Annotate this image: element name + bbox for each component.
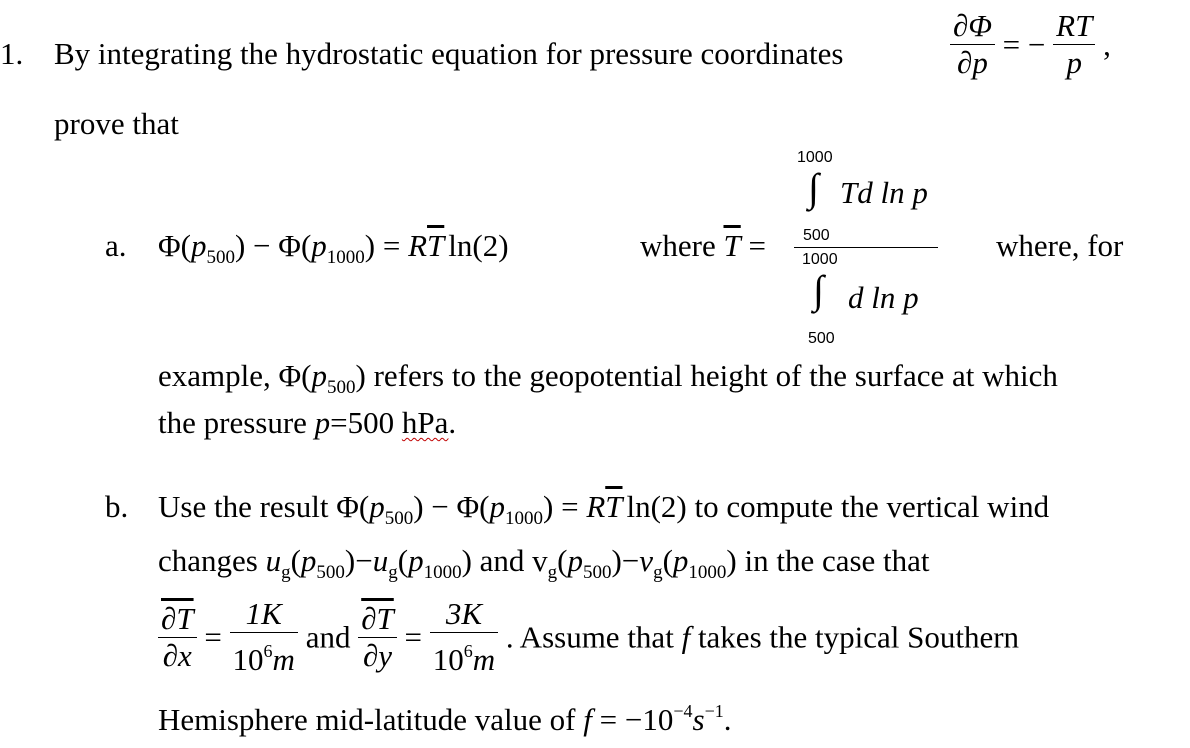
period: . xyxy=(723,702,732,737)
three-k: 3K xyxy=(445,596,483,631)
hydrostatic-equation xyxy=(950,8,1111,81)
sub-500: 500 xyxy=(384,508,414,529)
rt-over-p-fraction xyxy=(1053,8,1095,81)
intro-text: By integrating the hydrostatic equation for pressure coordinates xyxy=(54,36,844,71)
changes-text: changes xyxy=(158,543,258,578)
integral-sign: ∫ xyxy=(813,267,824,312)
sub-g: g xyxy=(388,562,398,583)
part-b-line3 xyxy=(158,596,1019,678)
equals-minus: = − xyxy=(1002,27,1046,62)
exp-neg-1: −1 xyxy=(704,701,724,721)
dt: ∂T xyxy=(161,600,194,636)
equals: = xyxy=(404,619,422,655)
dy: ∂y xyxy=(362,637,393,673)
sub-1000: 1000 xyxy=(423,562,462,583)
part-b-line1 xyxy=(158,491,1049,528)
part-b-line2: changes $u_g(p_{500})-u_g(p_{1000})$ and $v_g(p_{500})-v_g(p_{1000})$ in the case that xyxy=(158,543,930,583)
t-bar: $\overline{T}$ xyxy=(427,228,445,263)
where-for-text: where, for xyxy=(996,228,1124,263)
case-text: in the case that xyxy=(744,543,930,578)
sub-1000: 1000 xyxy=(505,508,543,529)
sub-g: g xyxy=(281,562,291,583)
f-value: = −10 xyxy=(599,702,674,737)
minus-phi: ) − Φ( xyxy=(413,489,490,524)
where-text: where xyxy=(640,228,716,263)
part-b-line4 xyxy=(158,702,732,735)
sub-500: 500 xyxy=(316,562,345,583)
p: p xyxy=(190,228,207,263)
p: p xyxy=(567,543,583,578)
r: R xyxy=(586,489,606,524)
rt: RT xyxy=(1056,8,1093,43)
problem-number: 1. xyxy=(0,36,24,71)
sub-g: g xyxy=(653,562,663,583)
and-text: and xyxy=(305,619,351,655)
exp-neg-4: −4 xyxy=(673,701,693,721)
p: p xyxy=(311,358,327,393)
int-upper-limit: 1000 xyxy=(802,251,838,268)
int-lower-limit: 500 xyxy=(808,330,835,347)
sub-g: g xyxy=(547,562,558,583)
ten-six-m: $10^6m$ xyxy=(232,641,295,677)
dp: ∂p xyxy=(957,45,988,80)
where-t-bar xyxy=(640,230,766,261)
s: s xyxy=(692,702,705,737)
example-line xyxy=(158,360,1058,397)
sub-500: 500 xyxy=(582,562,612,583)
part-b-label: b. xyxy=(105,489,129,524)
f: f xyxy=(583,702,592,737)
v: v xyxy=(639,543,654,578)
example-post: ) refers to the geopotential height of the surface at which xyxy=(355,358,1058,393)
p: p xyxy=(314,405,331,440)
comma: , xyxy=(1103,27,1111,62)
pressure-line xyxy=(158,407,456,438)
equals: ) = xyxy=(543,489,587,524)
f: f xyxy=(681,619,691,655)
p: p xyxy=(408,543,424,578)
use-result-text: Use the result xyxy=(158,489,329,524)
sub-500: 500 xyxy=(327,377,356,398)
example-pre: example, Φ( xyxy=(158,358,312,393)
pressure-pre: the pressure xyxy=(158,405,307,440)
one-k-fraction xyxy=(230,596,298,678)
p: p xyxy=(672,543,689,578)
dt-dx-fraction xyxy=(158,601,197,674)
pressure-value: =500 xyxy=(330,405,395,440)
equals: ) = xyxy=(364,228,409,263)
t-bar: $\overline{T}$ xyxy=(723,228,741,263)
compute-text: to compute the vertical wind xyxy=(694,489,1050,524)
one-k: 1K xyxy=(245,596,282,631)
u: u xyxy=(372,543,389,578)
phi-open: Φ( xyxy=(158,228,191,263)
sub-1000: 1000 xyxy=(688,562,727,583)
int-lower-limit: 500 xyxy=(803,227,830,244)
assume-pre: . Assume that xyxy=(505,619,674,655)
denominator-expr: d ln p xyxy=(848,280,919,315)
integral-sign: ∫ xyxy=(808,165,819,210)
period: . xyxy=(448,405,457,440)
equals: = xyxy=(748,228,766,263)
phi-open: Φ( xyxy=(336,489,370,524)
p: p xyxy=(311,228,327,263)
equals: = xyxy=(204,619,222,655)
part-a-label: a. xyxy=(105,228,127,263)
ln-two: ln(2) xyxy=(626,489,687,524)
hemisphere-text: Hemisphere mid-latitude value of xyxy=(158,702,576,737)
r: R xyxy=(408,228,428,263)
assume-post: takes the typical Southern xyxy=(697,619,1020,655)
dt-dy-fraction xyxy=(358,601,397,674)
dx: ∂x xyxy=(162,637,192,673)
v: v xyxy=(532,543,548,578)
minus-phi: ) − Φ( xyxy=(234,228,312,263)
and-text: and xyxy=(479,543,525,578)
numerator-expr: Td ln p xyxy=(840,175,928,210)
fraction-line xyxy=(794,247,938,248)
prove-text: prove that xyxy=(54,106,179,141)
p: p xyxy=(489,489,505,524)
p: p xyxy=(300,543,317,578)
p-den: p xyxy=(1066,45,1082,80)
assume-sentence xyxy=(506,620,1019,655)
u: u xyxy=(265,543,282,578)
t-bar: $\overline{T}$ xyxy=(605,489,623,524)
sub-1000: 1000 xyxy=(326,247,365,268)
sub-500: 500 xyxy=(206,247,235,268)
dphi: ∂Φ xyxy=(953,8,992,43)
ln-two: ln(2) xyxy=(448,228,509,263)
hpa-unit: hPa xyxy=(401,405,449,440)
three-k-fraction xyxy=(430,596,498,678)
p: p xyxy=(369,489,385,524)
int-upper-limit: 1000 xyxy=(797,149,833,166)
dt: ∂T xyxy=(361,600,394,636)
part-a-equation xyxy=(158,230,509,267)
dphi-dp-fraction xyxy=(950,8,995,81)
ten-six-m: $10^6m$ xyxy=(432,641,496,677)
